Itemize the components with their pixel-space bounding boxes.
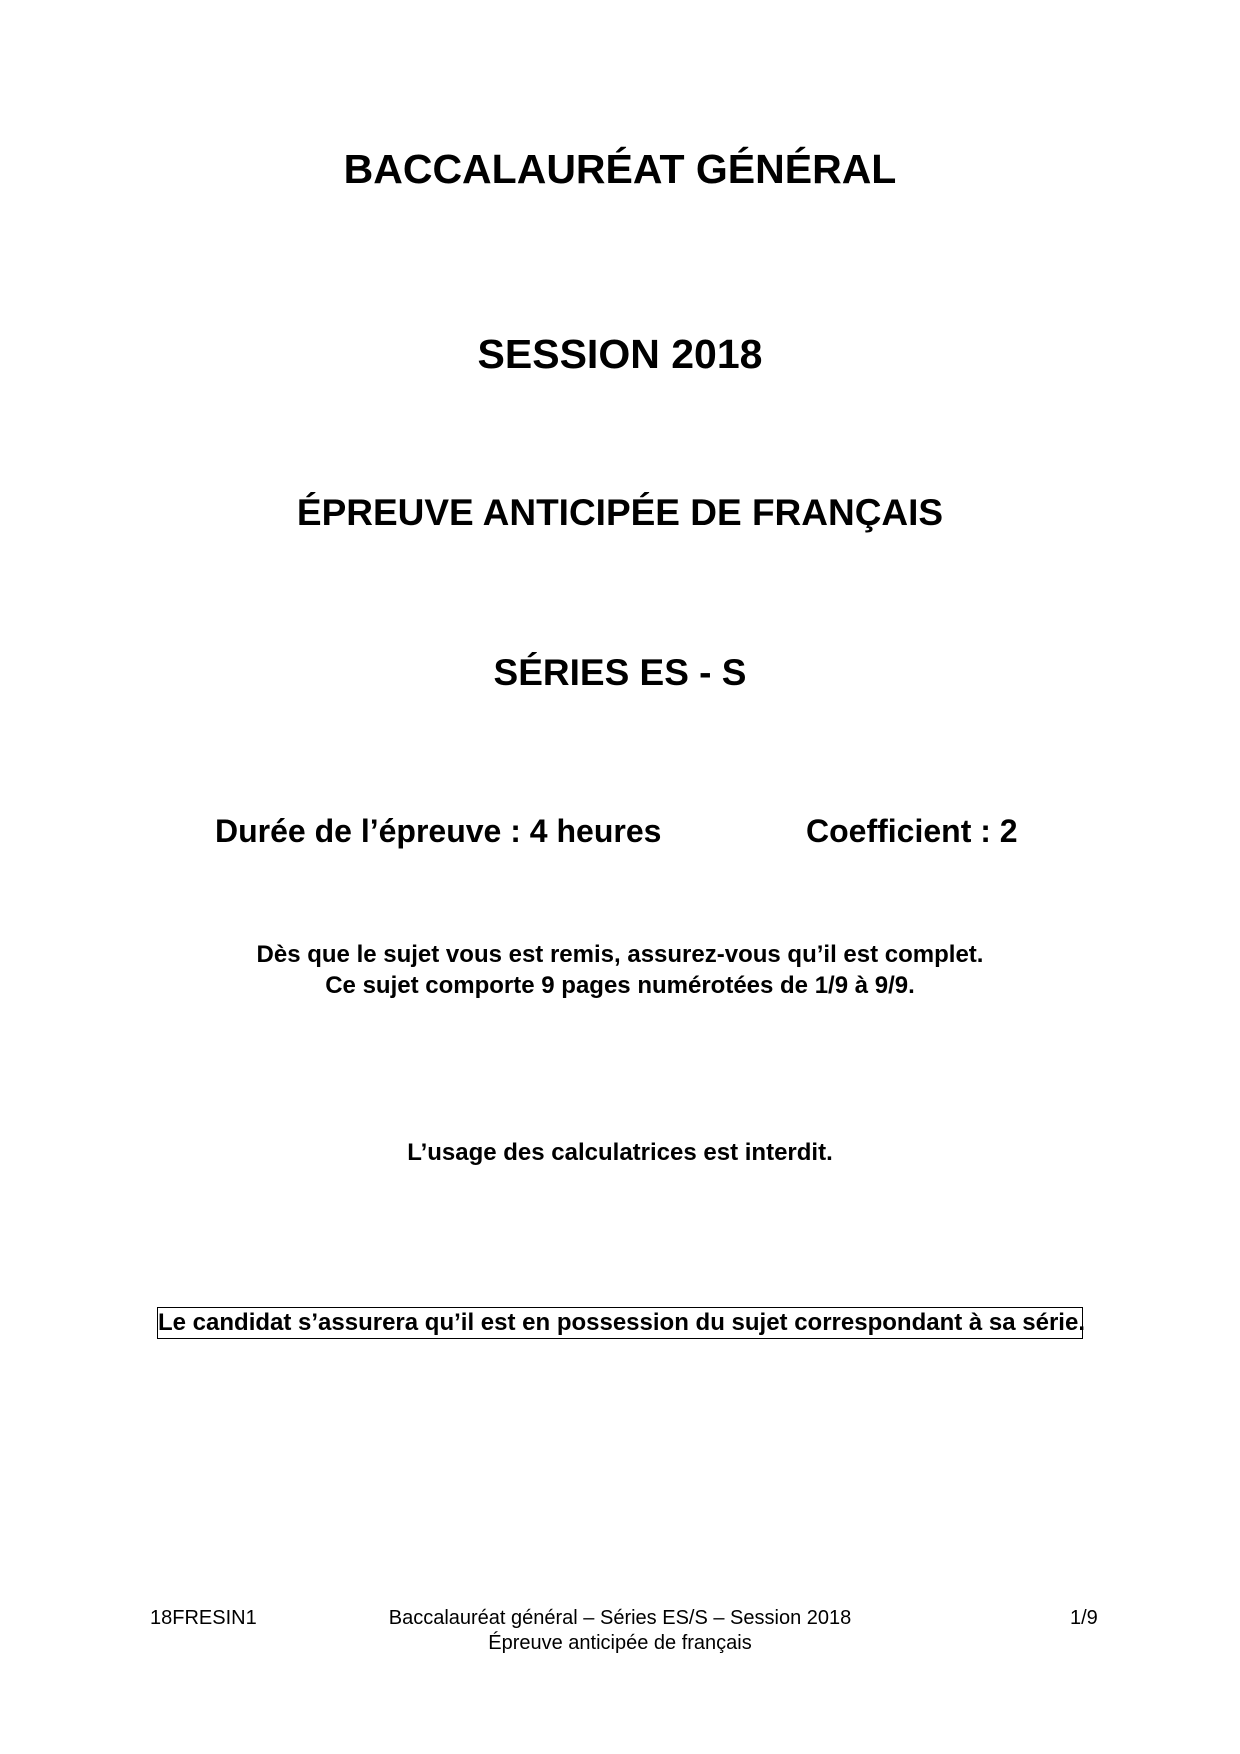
coefficient-text: Coefficient : 2 <box>806 813 1018 849</box>
footer-line: Épreuve anticipée de français <box>488 1632 752 1654</box>
footer-code: 18FRESIN1 <box>150 1607 257 1629</box>
footer-title <box>0 1606 1240 1656</box>
calculator-notice: L’usage des calculatrices est interdit. <box>407 1139 833 1166</box>
exam-heading: ÉPREUVE ANTICIPÉE DE FRANÇAIS <box>296 492 944 533</box>
boxed-notice: Le candidat s’assurera qu’il est en possession du sujet correspondant à sa série. <box>157 1307 1083 1339</box>
footer-line: Baccalauréat général – Séries ES/S – Session 2018 <box>388 1607 852 1629</box>
page-number: 1/9 <box>1070 1607 1098 1629</box>
duration-text: Durée de l’épreuve : 4 heures <box>215 813 662 849</box>
series-heading: SÉRIES ES - S <box>493 652 747 693</box>
instruction-line: Dès que le sujet vous est remis, assurez-vous qu’il est complet. <box>256 941 984 968</box>
instructions-block <box>0 939 1240 1001</box>
session-heading: SESSION 2018 <box>477 331 763 377</box>
exam-details <box>0 813 1240 853</box>
document-title: BACCALAURÉAT GÉNÉRAL <box>343 146 897 192</box>
instruction-line: Ce sujet comporte 9 pages numérotées de 1/9 à 9/9. <box>325 972 915 999</box>
